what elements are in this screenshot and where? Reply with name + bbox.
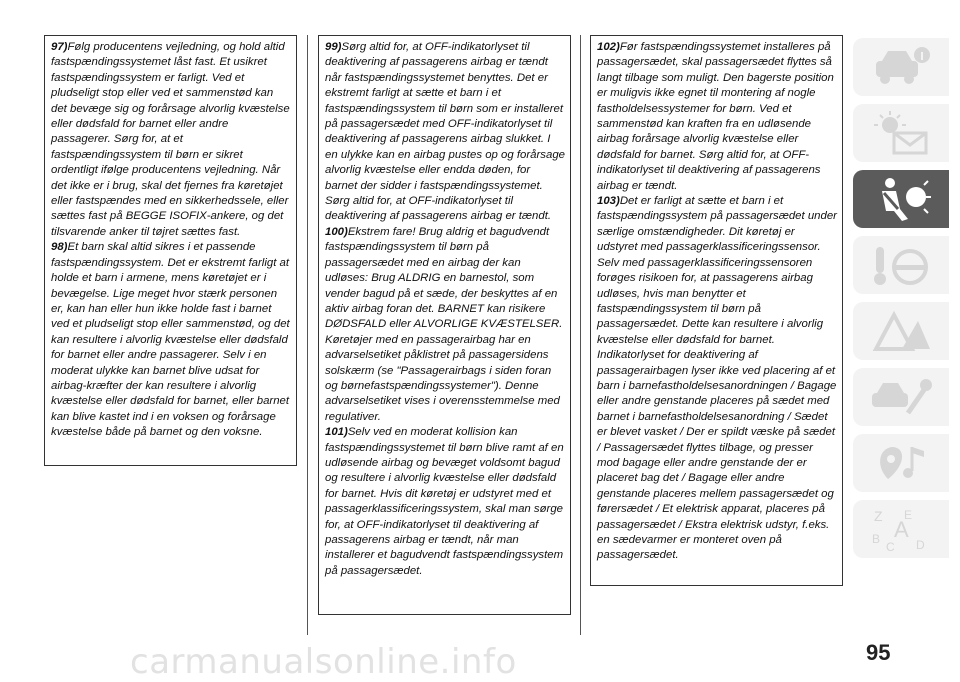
warning-note — [51, 240, 291, 440]
note-number: 102) — [597, 41, 620, 53]
note-number: 100) — [325, 225, 348, 238]
svg-text:A: A — [894, 517, 909, 542]
music-navigation-icon — [868, 439, 934, 487]
tab-car-info[interactable] — [853, 38, 949, 96]
tab-multimedia[interactable] — [853, 434, 949, 492]
warning-note — [325, 40, 565, 225]
note-text: Ekstrem fare! Brug aldrig et bagudvendt fastspændingssystem til børn på passagersædet med en airbag der kan udløses: Brug ALDRIG en barnestol, som vender bagud på et sæde, der beskyttes af en aktiv airbag foran det. BARNET kan risikere DØDSFALD eller ALVORLIGE KVÆSTELSER. Køretøjer med en passagerairbag har en advarselsetiket påklistret på passagersidens solskærm (se "Passagerairbags i siden foran og børnefastspændingssystemer"). Denne advarselsetiket vises i overensstemmelse med regulativer. — [325, 225, 563, 423]
car-info-icon — [868, 43, 934, 91]
note-number: 98) — [51, 241, 68, 254]
page-number: 95 — [866, 640, 891, 665]
car-service-wrench-icon — [868, 373, 934, 421]
note-text: Før fastspændingssystemet installeres på passagersædet, skal passagersædet flyttes så langt tilbage som muligt. Den bagerste position er muligvis ikke egnet til montering af nogle fastholdelsessystemer for børn. Ved et sammenstød kan kraften fra en udløsende airbag forårsage alvorlig kvæstelse eller dødsfald for barnet. Sørg altid for, at OFF-indikatorlyset til deaktivering af passagerens airbag er tændt. — [597, 41, 834, 192]
note-number: 97) — [51, 41, 68, 53]
note-number: 101) — [325, 426, 348, 439]
text-column-2 — [318, 35, 571, 615]
svg-text:C: C — [886, 540, 895, 553]
svg-text:Z: Z — [874, 508, 883, 524]
warning-note — [597, 40, 837, 194]
tab-emergency[interactable] — [853, 302, 949, 360]
chapter-tabs — [853, 38, 949, 566]
tab-index[interactable] — [853, 500, 949, 558]
note-number: 103) — [597, 195, 620, 208]
tab-starting-driving[interactable] — [853, 236, 949, 294]
warning-note — [325, 225, 565, 425]
warning-note — [51, 40, 291, 240]
watermark: carmanualsonline.info — [130, 642, 517, 682]
svg-text:D: D — [916, 538, 925, 552]
warning-note — [597, 194, 837, 564]
key-steering-wheel-icon — [868, 241, 934, 289]
warning-light-mail-icon — [868, 109, 934, 157]
text-column-1 — [44, 35, 297, 466]
tab-service[interactable] — [853, 368, 949, 426]
note-text: Følg producentens vejledning, og hold altid fastspændingssystemet låst fast. Et usikret fastspændingssystem er farligt. Ved et pludseligt stop eller ved et sammenstød kan det bevæge sig og forårsage alvorlig kvæstelse eller dødsfald for barnet eller andre passagerer. Sørg for, at et fastspændingssystem til børn er sikret ordentligt ifølge producentens vejledning. Når det ikke er i brug, skal det fjernes fra køretøjet eller fastspændes med en sikkerhedssele, eller sættes fast på BEGGE ISOFIX-ankere, og det tilsvarende anker til tøjret sættes fast. — [51, 41, 290, 238]
note-text: Sørg altid for, at OFF-indikatorlyset til deaktivering af passagerens airbag er tændt når fastspændingssystemet benyttes. Det er ekstremt farligt at sætte et barn i et fastspændingssystem til børn som er installeret på passagersædet med OFF-indikatorlyset til deaktivering af passagerens airbag slukket. I en ulykke kan en airbag pustes op og forårsage alvorlig kvæstelse eller endda døden, for barnet der sidder i fastspændingssystemet. Sørg altid for, at OFF-indikatorlyset til deaktivering af passagerens airbag er tændt. — [325, 41, 565, 223]
column-divider — [307, 35, 308, 635]
text-column-3 — [590, 35, 843, 586]
column-divider — [580, 35, 581, 635]
tab-warning-lights[interactable] — [853, 104, 949, 162]
warning-triangle-crash-icon — [868, 307, 934, 355]
note-text: Det er farligt at sætte et barn i et fastspændingssystem på passagersædet under særlige omstændigheder. Dit køretøj er udstyret med passagerklassificeringssensor. Selv med passagerklassificeringssensoren forøges risikoen for, at passagerens airbag udløses, hvis man benytter et fastspændingssystem til børn på passagersædet. Dette kan resultere i alvorlig kvæstelse eller dødsfald for barnet. Indikatorlyset for deaktivering af passagerairbagen lyser ikke ved placering af et barn i barnefastholdelsesanordningen / Bagage eller andre genstande placeres på sædet med barnet i barnefastholdelsesanordning / Sædet er blevet vasket / Der er spildt væske på sædet / Passagersædet flyttes tilbage, og presser mod bagage eller andre genstande der er placeret bag det / Bagage eller andre genstande placeres mellem passagersædet og førersædet / Et elektrisk apparat, placeres på passagersædet / Ekstra elektrisk udstyr, f.eks. en sædevarmer er monteret oven på passagersædet. — [597, 195, 837, 562]
warning-note — [325, 425, 565, 579]
svg-text:E: E — [904, 508, 913, 522]
note-text: Et barn skal altid sikres i et passende fastspændingssystem. Det er ekstremt farligt at holde et barn i armene, mens køretøjet er i bevægelse. Lige meget hvor stærk personen er, kan han eller hun ikke holde fast i barnet ved et pludseligt stop eller sammenstød, og det kan resultere i alvorlig kvæstelse eller dødsfald for barnet eller andre passagerer. Selv i en moderat ulykke kan barnet blive udsat for airbag-kræfter der kan resultere i alvorlig kvæstelse eller dødsfald for barnet, eller barnet kan blive kastet ind i en voksen og forårsage kvæstelse både på barnet og den voksne. — [51, 241, 290, 439]
note-number: 99) — [325, 41, 342, 53]
tab-safety[interactable] — [853, 170, 949, 228]
airbag-seatbelt-icon — [868, 175, 934, 223]
note-text: Selv ved en moderat kollision kan fastspændingssystemet til børn blive ramt af en udløsende airbag og bevæget voldsomt bagud og resultere i alvorlig kvæstelse eller dødsfald for barnet. Hvis dit køretøj er udstyret med et passagerklassificeringssystem, skal man sørge for, at OFF-indikatorlyset til deaktivering af passagerens airbag er tændt, når man installerer et bagudvendt fastspændingssystem på passagersædet. — [325, 426, 564, 577]
alphabet-index-icon — [868, 505, 934, 553]
svg-text:B: B — [872, 532, 881, 546]
